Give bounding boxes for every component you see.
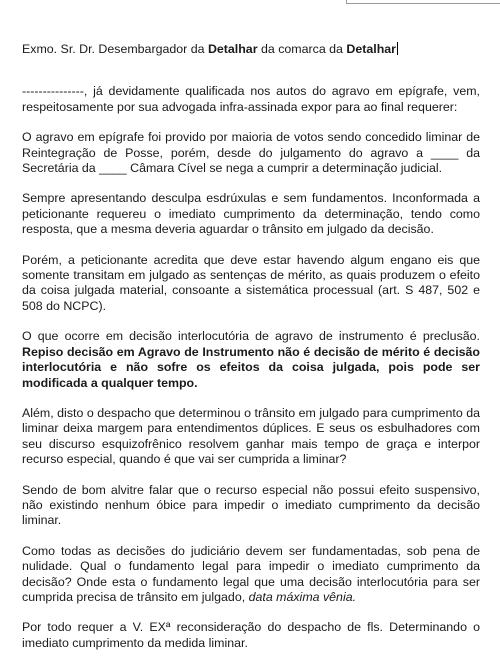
paragraph-engano: Porém, a peticionante acredita que deve estar havendo algum engano eis que somente transitam em julgado as sentenças de mérito, as quais produzem o efeito da coisa julgada material, consoante a sistemática processual (art. S 487, 502 e 508 do NCPC). — [22, 252, 480, 313]
paragraph-intro: ---------------, já devidamente qualificada nos autos do agravo em epígrafe, vem, respeitosamente por sua advogada infra-assinada expor para ao final requerer: — [22, 84, 480, 114]
addressee-placeholder-1: Detalhar — [207, 42, 258, 56]
text-cursor — [397, 42, 398, 55]
fundamentacao-text: Como todas as decisões do judiciário devem ser fundamentadas, sob pena de nulidade. Qual o fundamento legal para impedir o imediato cumprimento da decisão? Onde esta o fundamento legal que uma decisão interlocutória para ser cumprida precisa de trânsito em julgado, — [22, 543, 480, 604]
preclusao-bold-text: Repiso decisão em Agravo de Instrumento não é decisão de mérito é decisão interlocutória e não sofre os efeitos da coisa julgada, pois pode ser modificada a qualquer tempo. — [22, 344, 480, 390]
addressee-middle: da comarca da — [257, 42, 347, 56]
document-body[interactable] — [22, 42, 480, 666]
addressee-prefix: Exmo. Sr. Dr. Desembargador da — [22, 42, 208, 56]
preclusao-text: O que ocorre em decisão interlocutória de agravo de instrumento é preclusão. — [22, 329, 480, 344]
paragraph-despacho: Além, disto o despacho que determinou o trânsito em julgado para cumprimento da liminar deixa margem para entendimentos dúplices. E seus os esbulhadores com seu discurso esquizofrênico resolvem ganhar mais tempo de graça e interpor recurso especial, quando é que vai ser cumprida a liminar? — [22, 405, 480, 467]
paragraph-preclusao — [22, 329, 480, 391]
addressee-placeholder-2: Detalhar — [346, 42, 396, 56]
fundamentacao-italic-text: data máxima vênia. — [248, 589, 357, 604]
paragraph-agravo: O agravo em epígrafe foi provido por maioria de votos sendo concedido liminar de Reintegração de Posse, porém, desde do julgamento do agravo a ____ da Secretária da ____ Câmara Cível se nega a cumprir a determinação judicial. — [22, 130, 480, 176]
paragraph-requerimento: Por todo requer a V. EXª reconsideração do despacho de fls. Determinando o imediato cumprimento da medida liminar. — [22, 620, 480, 650]
paragraph-recurso-especial: Sendo de bom alvitre falar que o recurso especial não possui efeito suspensivo, não existindo nenhum óbice para impedir o imediato cumprimento da decisão liminar. — [22, 482, 480, 528]
addressee-line — [22, 42, 480, 57]
paragraph-desculpas: Sempre apresentando desculpa esdrúxulas e sem fundamentos. Inconformada a peticionante requereu o imediato cumprimento da determinação, tendo como resposta, que a mesma deveria aguardar o trânsito em julgado da decisão. — [22, 191, 480, 237]
page-edge-decoration — [346, 0, 500, 4]
paragraph-fundamentacao — [22, 544, 480, 606]
